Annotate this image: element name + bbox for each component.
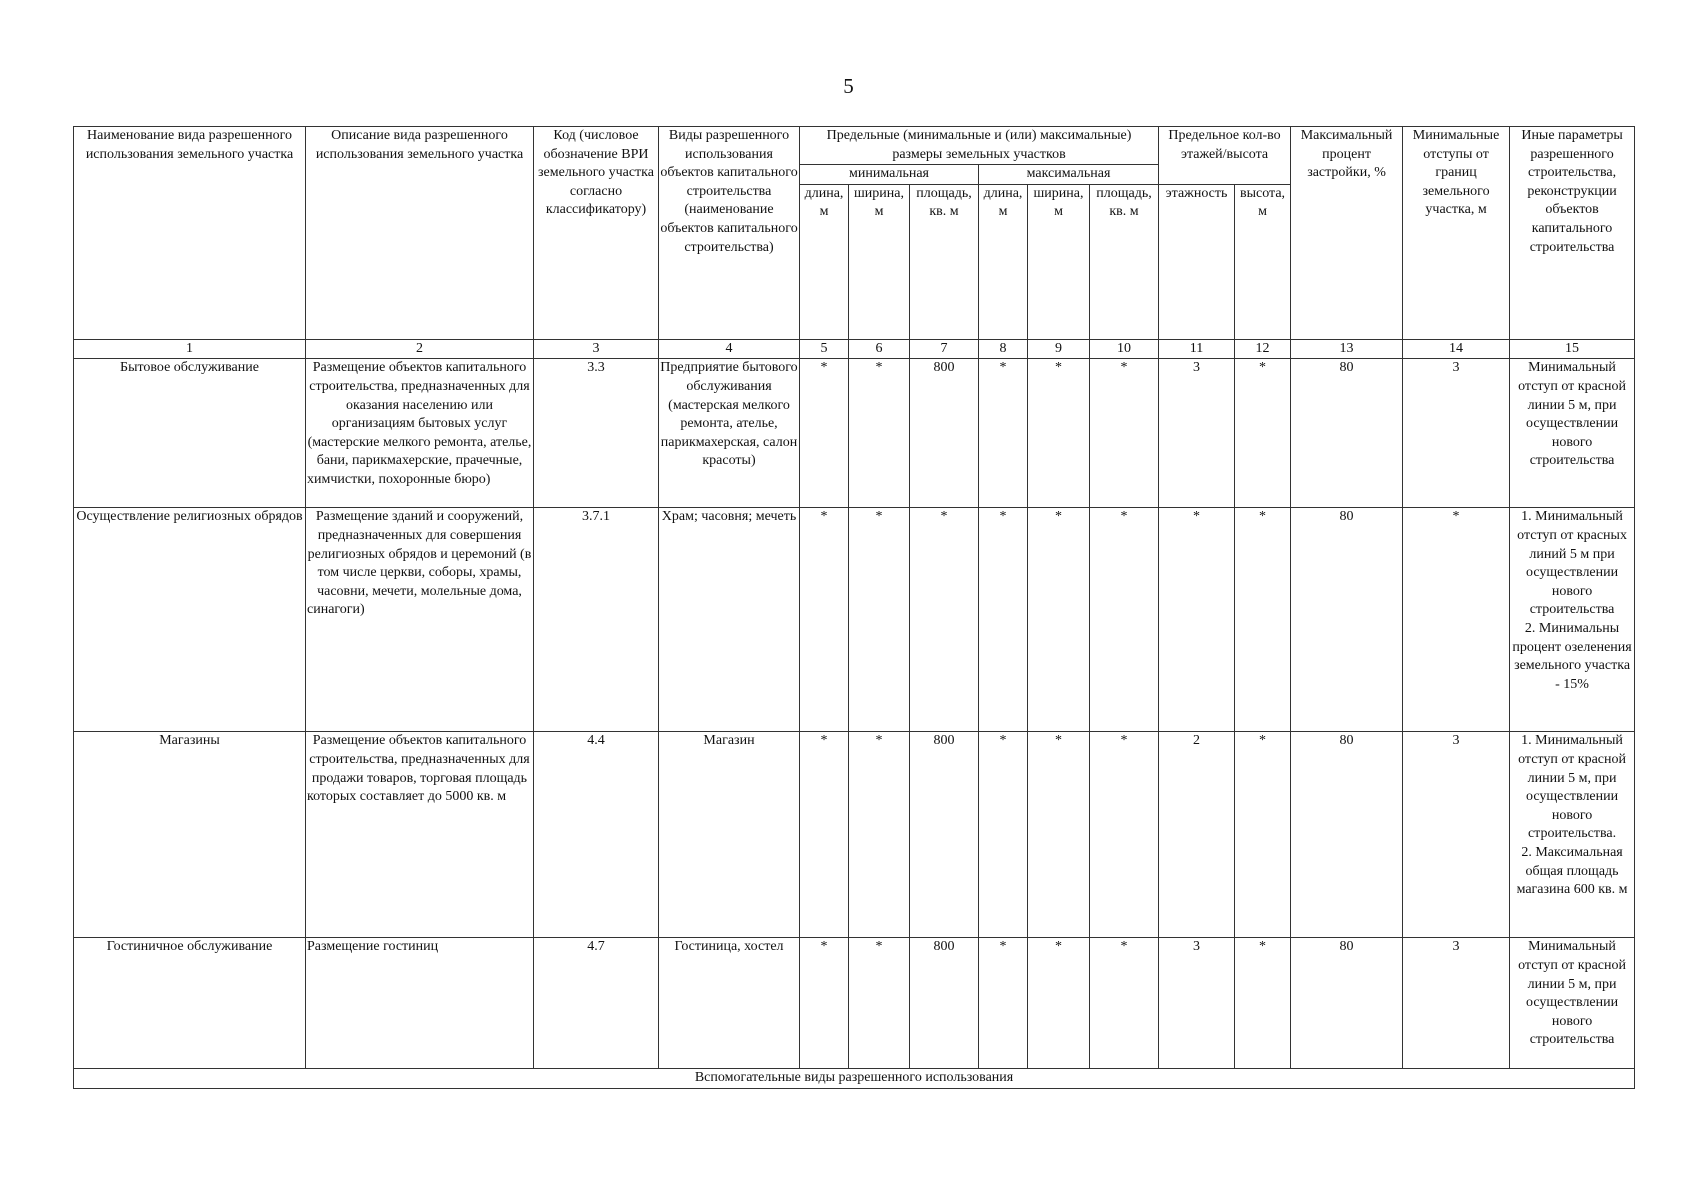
table-row [74,732,1635,938]
header-min-length: длина, м [800,184,849,339]
header-other-params: Иные параметры разрешенного строительства, реконструкции объектов капитального строительства [1510,127,1635,340]
min-length: * [800,359,849,508]
header-object-types: Виды разрешенного использования объектов капитального строительства (наименование объектов капитального строительства) [659,127,800,340]
object-types: Храм; часовня; мечеть [659,508,800,732]
min-area: 800 [910,732,979,938]
header-height: высота, м [1235,184,1291,339]
header-use-description: Описание вида разрешенного использования земельного участка [306,127,534,340]
max-area: * [1090,359,1159,508]
max-length: * [979,732,1028,938]
max-width: * [1028,732,1090,938]
max-width: * [1028,359,1090,508]
other-params: 1. Минимальный отступ от красных линий 5 м при осуществлении нового строительства 2. Минимальны процент озеленения земельного участка - 15% [1510,508,1635,732]
setback: 3 [1403,732,1510,938]
column-number: 11 [1159,339,1235,359]
column-number: 4 [659,339,800,359]
use-code: 4.7 [534,938,659,1069]
column-number: 10 [1090,339,1159,359]
object-types: Магазин [659,732,800,938]
use-name: Бытовое обслуживание [74,359,306,508]
column-number: 2 [306,339,534,359]
min-width: * [849,938,910,1069]
setback: * [1403,508,1510,732]
height: * [1235,359,1291,508]
min-width: * [849,508,910,732]
header-max-length: длина, м [979,184,1028,339]
use-name: Осуществление религиозных обрядов [74,508,306,732]
min-width: * [849,732,910,938]
header-build-percent: Максимальный процент застройки, % [1291,127,1403,340]
use-code: 3.3 [534,359,659,508]
floor-count: 2 [1159,732,1235,938]
header-max: максимальная [979,165,1159,185]
use-name: Магазины [74,732,306,938]
height: * [1235,508,1291,732]
column-number: 6 [849,339,910,359]
column-number: 7 [910,339,979,359]
header-min: минимальная [800,165,979,185]
column-number: 12 [1235,339,1291,359]
max-length: * [979,508,1028,732]
build-percent: 80 [1291,359,1403,508]
header-floor-count: этажность [1159,184,1235,339]
build-percent: 80 [1291,508,1403,732]
max-area: * [1090,732,1159,938]
min-width: * [849,359,910,508]
max-length: * [979,938,1028,1069]
use-code: 4.4 [534,732,659,938]
header-floors-height: Предельное кол-во этажей/высота [1159,127,1291,185]
column-number: 13 [1291,339,1403,359]
other-params: Минимальный отступ от красной линии 5 м, при осуществлении нового строительства [1510,359,1635,508]
object-types: Гостиница, хостел [659,938,800,1069]
min-length: * [800,938,849,1069]
use-description: Размещение гостиниц [306,938,534,1069]
setback: 3 [1403,938,1510,1069]
header-max-width: ширина, м [1028,184,1090,339]
height: * [1235,938,1291,1069]
other-params: 1. Минимальный отступ от красной линии 5 м, при осуществлении нового строительства. 2. Максимальная общая площадь магазина 600 кв. м [1510,732,1635,938]
min-area: * [910,508,979,732]
header-use-name: Наименование вида разрешенного использования земельного участка [74,127,306,340]
use-name: Гостиничное обслуживание [74,938,306,1069]
table-row [74,508,1635,732]
header-max-area: площадь, кв. м [1090,184,1159,339]
header-min-width: ширина, м [849,184,910,339]
table-row [74,938,1635,1069]
use-description: Размещение объектов капитального строительства, предназначенных для оказания населению или организациям бытовых услуг (мастерские мелкого ремонта, ателье, бани, парикмахерские, прачечные, химчистки, похоронные бюро) [306,359,534,508]
column-number: 9 [1028,339,1090,359]
max-width: * [1028,938,1090,1069]
column-number: 14 [1403,339,1510,359]
object-types: Предприятие бытового обслуживания (мастерская мелкого ремонта, ателье, парикмахерская, салон красоты) [659,359,800,508]
floor-count: 3 [1159,359,1235,508]
auxiliary-uses-heading: Вспомогательные виды разрешенного использования [74,1069,1635,1089]
max-area: * [1090,938,1159,1069]
min-length: * [800,732,849,938]
column-number: 1 [74,339,306,359]
floor-count: 3 [1159,938,1235,1069]
build-percent: 80 [1291,938,1403,1069]
height: * [1235,732,1291,938]
other-params: Минимальный отступ от красной линии 5 м, при осуществлении нового строительства [1510,938,1635,1069]
build-percent: 80 [1291,732,1403,938]
table-row [74,359,1635,508]
land-use-table [73,126,1635,1089]
column-number: 3 [534,339,659,359]
column-number: 5 [800,339,849,359]
max-length: * [979,359,1028,508]
use-code: 3.7.1 [534,508,659,732]
header-plot-sizes: Предельные (минимальные и (или) максимальные) размеры земельных участков [800,127,1159,165]
use-description: Размещение зданий и сооружений, предназначенных для совершения религиозных обрядов и церемоний (в том числе церкви, соборы, храмы, часовни, мечети, молельные дома, синагоги) [306,508,534,732]
column-number: 8 [979,339,1028,359]
column-number: 15 [1510,339,1635,359]
setback: 3 [1403,359,1510,508]
min-area: 800 [910,938,979,1069]
header-code: Код (числовое обозначение ВРИ земельного участка согласно классификатору) [534,127,659,340]
max-width: * [1028,508,1090,732]
floor-count: * [1159,508,1235,732]
min-area: 800 [910,359,979,508]
use-description: Размещение объектов капитального строительства, предназначенных для продажи товаров, торговая площадь которых составляет до 5000 кв. м [306,732,534,938]
page-number: 5 [843,74,854,98]
min-length: * [800,508,849,732]
header-setbacks: Минимальные отступы от границ земельного участка, м [1403,127,1510,340]
max-area: * [1090,508,1159,732]
header-min-area: площадь, кв. м [910,184,979,339]
